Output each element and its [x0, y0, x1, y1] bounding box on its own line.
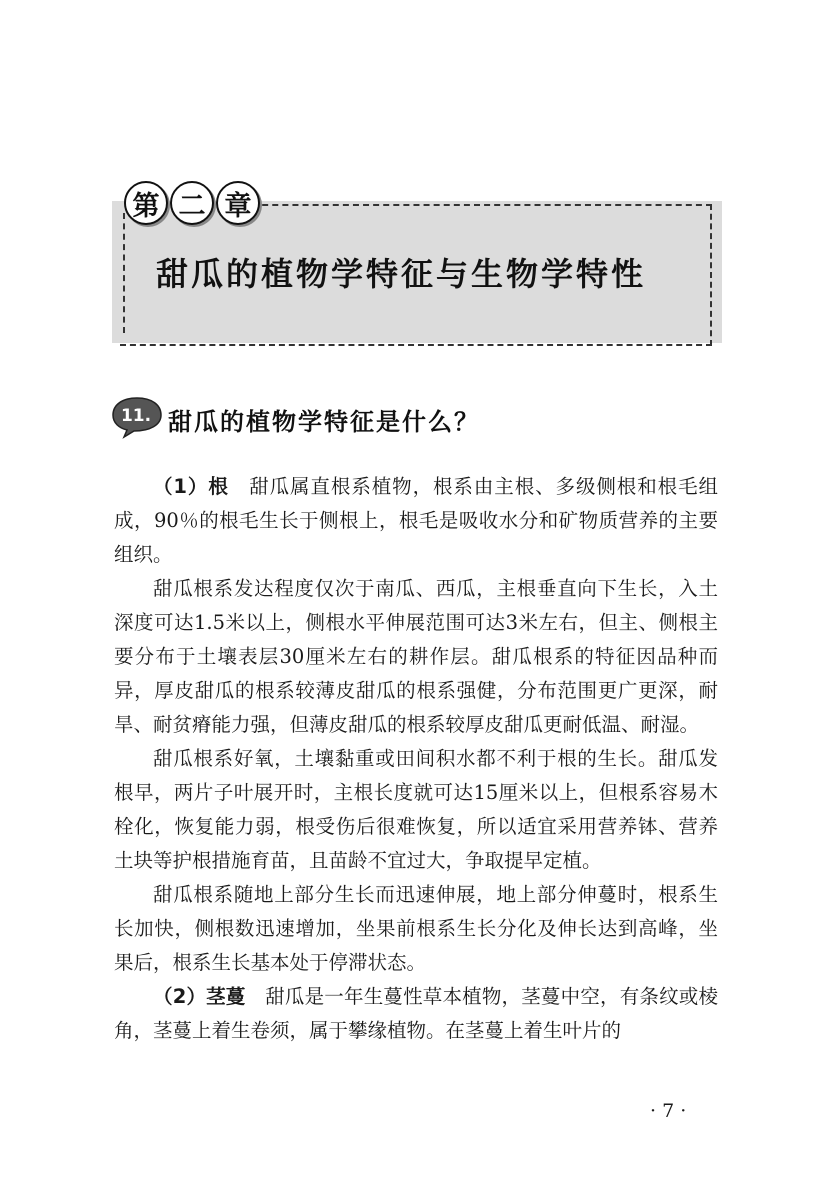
page-number: · 7 · [650, 1100, 687, 1122]
paragraph-text: 甜瓜根系随地上部分生长而迅速伸展，地上部分伸蔓时，根系生长加快，侧根数迅速增加，坐果前根系生长分化及伸长达到高峰，坐果后，根系生长基本处于停滞状态。 [114, 883, 718, 974]
paragraph-heading: （2）茎蔓 [153, 985, 246, 1008]
paragraph [114, 878, 718, 980]
chapter-header [112, 177, 722, 345]
dashed-border-right [710, 204, 712, 346]
body-text [114, 470, 718, 1048]
dashed-border-top [242, 204, 712, 206]
chapter-label-char: 章 [216, 181, 260, 225]
dashed-border-bottom [120, 344, 712, 346]
question-number: 11. [120, 406, 152, 426]
paragraph-text: 甜瓜属直根系植物，根系由主根、多级侧根和根毛组成，90％的根毛生长于侧根上，根毛是吸收水分和矿物质营养的主要组织。 [114, 475, 718, 566]
paragraph-text: 甜瓜根系发达程度仅次于南瓜、西瓜，主根垂直向下生长，入土深度可达1.5米以上，侧根水平伸展范围可达3米左右，但主、侧根主要分布于土壤表层30厘米左右的耕作层。甜瓜根系的特征因品种而异，厚皮甜瓜的根系较薄皮甜瓜的根系强健，分布范围更广更深，耐旱、耐贫瘠能力强，但薄皮甜瓜的根系较厚皮甜瓜更耐低温、耐湿。 [114, 577, 718, 736]
chapter-label-char: 二 [170, 181, 214, 225]
question-number-badge [110, 395, 164, 439]
question-title: 甜瓜的植物学特征是什么？ [168, 407, 480, 436]
chapter-label [124, 181, 260, 225]
chapter-title: 甜瓜的植物学特征与生物学特性 [156, 255, 647, 293]
speech-bubble-icon [110, 395, 164, 439]
chapter-label-char: 第 [124, 181, 168, 225]
paragraph [114, 572, 718, 742]
paragraph [114, 742, 718, 878]
paragraph [114, 470, 718, 572]
dashed-border-left [123, 213, 125, 333]
paragraph-heading: （1）根 [153, 475, 229, 498]
paragraph-text: 甜瓜是一年生蔓性草本植物，茎蔓中空，有条纹或棱角，茎蔓上着生卷须，属于攀缘植物。在茎蔓上着生叶片的 [114, 985, 718, 1042]
paragraph-text: 甜瓜根系好氧，土壤黏重或田间积水都不利于根的生长。甜瓜发根早，两片子叶展开时，主根长度就可达15厘米以上，但根系容易木栓化，恢复能力弱，根受伤后很难恢复，所以适宜采用营养钵、营养土块等护根措施育苗，且苗龄不宜过大，争取提早定植。 [114, 747, 718, 872]
paragraph [114, 980, 718, 1048]
